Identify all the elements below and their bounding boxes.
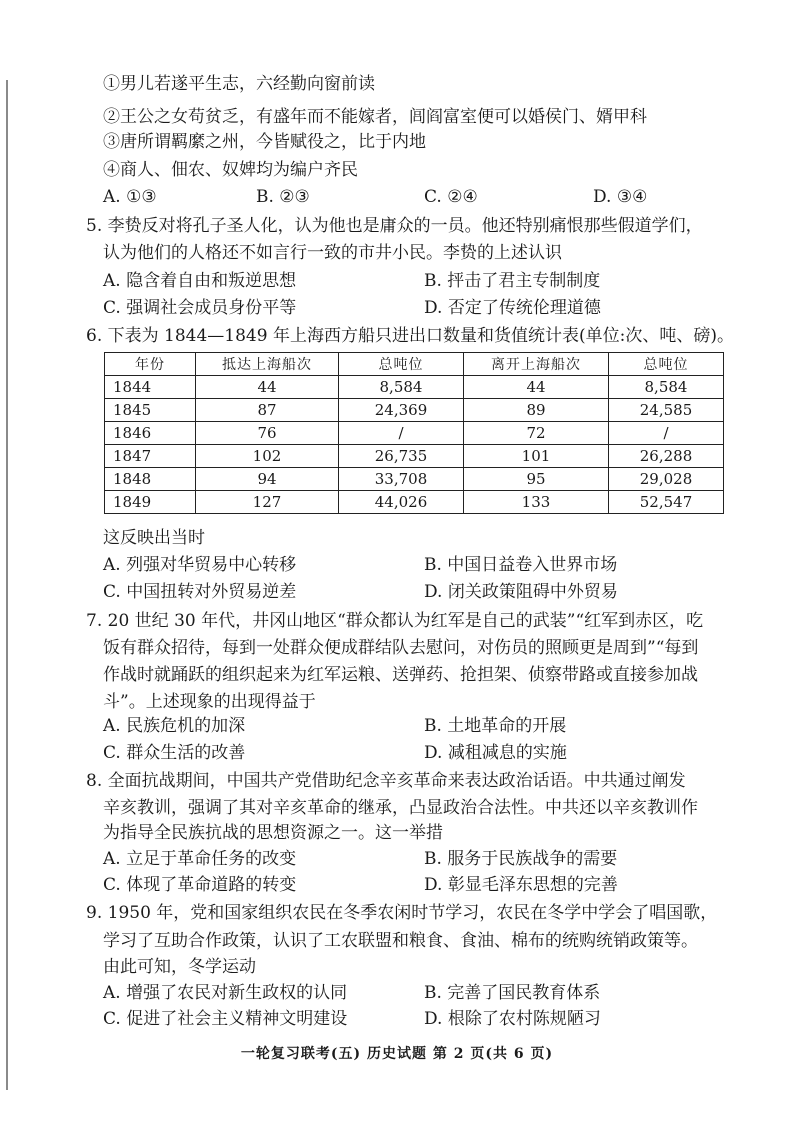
q9-option-b: B. 完善了国民教育体系 [424,983,601,1003]
q6-option-b: B. 中国日益卷入世界市场 [424,555,618,575]
q8-option-b: B. 服务于民族战争的需要 [424,849,618,869]
table-cell: 127 [196,491,339,514]
header-departure-tonnage: 总吨位 [609,353,724,376]
q8-option-a: A. 立足于革命任务的改变 [103,849,297,869]
q9-option-a: A. 增强了农民对新生政权的认同 [103,983,348,1003]
table-cell: 8,584 [339,376,464,399]
table-cell: 1848 [105,468,196,491]
table-cell: 33,708 [339,468,464,491]
table-cell: 89 [464,399,609,422]
q4-item-3: ③唐所谓羁縻之州，今皆赋役之，比于内地 [103,132,426,152]
shipping-statistics-table [104,352,724,514]
table-cell: 133 [464,491,609,514]
table-cell: 1847 [105,445,196,468]
q7-stem-line-1: 7. 20 世纪 30 年代，井冈山地区“群众都认为红军是自己的武装”“红军到赤区，吃 [86,611,704,631]
table-cell: 44 [196,376,339,399]
header-year: 年份 [105,353,196,376]
q8-stem-line-3: 为指导全民族抗战的思想资源之一。这一举措 [103,823,443,843]
q5-option-c: C. 强调社会成员身份平等 [103,298,297,318]
header-arrivals: 抵达上海船次 [196,353,339,376]
q7-stem-line-2: 饭有群众招待，每到一处群众便成群结队去慰问，对伤员的照顾更是周到”“每到 [103,638,699,658]
q9-stem-line-1: 9. 1950 年，党和国家组织农民在冬季农闲时节学习，农民在冬学中学会了唱国歌， [86,903,718,923]
table-cell: / [339,422,464,445]
table-cell: 95 [464,468,609,491]
q7-option-d: D. 减租减息的实施 [424,743,567,763]
q6-option-c: C. 中国扭转对外贸易逆差 [103,582,297,602]
header-departures: 离开上海船次 [464,353,609,376]
table-cell: 52,547 [609,491,724,514]
q6-stem: 6. 下表为 1844—1849 年上海西方船只进出口数量和货值统计表(单位:次、吨、磅)。 [86,326,734,346]
q4-item-4: ④商人、佃农、奴婢均为编户齐民 [103,160,358,180]
page-footer: 一轮复习联考(五) 历史试题 第 2 页(共 6 页) [240,1046,554,1062]
table-cell: 1846 [105,422,196,445]
q7-stem-line-3: 作战时就踊跃的组织起来为红军运粮、送弹药、抢担架、侦察带路或直接参加战 [103,665,698,685]
table-row [105,468,724,491]
table-cell: 1844 [105,376,196,399]
q8-stem-line-1: 8. 全面抗战期间，中国共产党借助纪念辛亥革命来表达政治话语。中共通过阐发 [86,771,686,791]
table-cell: 26,735 [339,445,464,468]
table-cell: 94 [196,468,339,491]
q5-stem-line-2: 认为他们的人格还不如言行一致的市井小民。李贽的上述认识 [103,243,562,263]
table-cell: 44 [464,376,609,399]
table-cell: 1849 [105,491,196,514]
q4-option-a: A. ①③ [103,187,157,207]
table-cell: 24,369 [339,399,464,422]
q5-option-b: B. 抨击了君主专制制度 [424,271,601,291]
table-row [105,376,724,399]
table-cell: 24,585 [609,399,724,422]
table-cell: 72 [464,422,609,445]
table-cell: 87 [196,399,339,422]
q7-option-c: C. 群众生活的改善 [103,743,246,763]
q4-option-d: D. ③④ [593,187,648,207]
q8-stem-line-2: 辛亥教训，强调了其对辛亥革命的继承，凸显政治合法性。中共还以辛亥教训作 [103,798,698,818]
q6-option-a: A. 列强对华贸易中心转移 [103,555,297,575]
q4-item-2: ②王公之女苟贫乏，有盛年而不能嫁者，闾阎富室便可以婚侯门、婿甲科 [103,107,647,127]
header-arrival-tonnage: 总吨位 [339,353,464,376]
q7-option-a: A. 民族危机的加深 [103,716,246,736]
q4-item-1: ①男儿若遂平生志，六经勤向窗前读 [103,74,375,94]
table-cell: 44,026 [339,491,464,514]
table-row [105,422,724,445]
table-cell: 76 [196,422,339,445]
q7-option-b: B. 土地革命的开展 [424,716,567,736]
table-cell: 8,584 [609,376,724,399]
q9-option-c: C. 促进了社会主义精神文明建设 [103,1009,348,1029]
q8-option-c: C. 体现了革命道路的转变 [103,875,297,895]
table-header-row [105,353,724,376]
q5-option-a: A. 隐含着自由和叛逆思想 [103,271,297,291]
table-cell: 1845 [105,399,196,422]
q5-option-d: D. 否定了传统伦理道德 [424,298,601,318]
q9-stem-line-2: 学习了互助合作政策，认识了工农联盟和粮食、食油、棉布的统购统销政策等。 [103,931,698,951]
q8-option-d: D. 彰显毛泽东思想的完善 [424,875,618,895]
q5-stem-line-1: 5. 李贽反对将孔子圣人化，认为他也是庸众的一员。他还特别痛恨那些假道学们， [86,216,703,236]
table-row [105,445,724,468]
table-cell: / [609,422,724,445]
table-cell: 29,028 [609,468,724,491]
q9-stem-line-3: 由此可知，冬学运动 [103,957,256,977]
table-cell: 101 [464,445,609,468]
q4-option-b: B. ②③ [256,187,310,207]
q9-option-d: D. 根除了农村陈规陋习 [424,1009,601,1029]
q4-option-c: C. ②④ [424,187,478,207]
table-cell: 102 [196,445,339,468]
q7-stem-line-4: 斗”。上述现象的出现得益于 [103,692,316,712]
q6-option-d: D. 闭关政策阻碍中外贸易 [424,582,618,602]
table-cell: 26,288 [609,445,724,468]
q6-after-text: 这反映出当时 [103,528,205,548]
table-row [105,399,724,422]
table-row [105,491,724,514]
